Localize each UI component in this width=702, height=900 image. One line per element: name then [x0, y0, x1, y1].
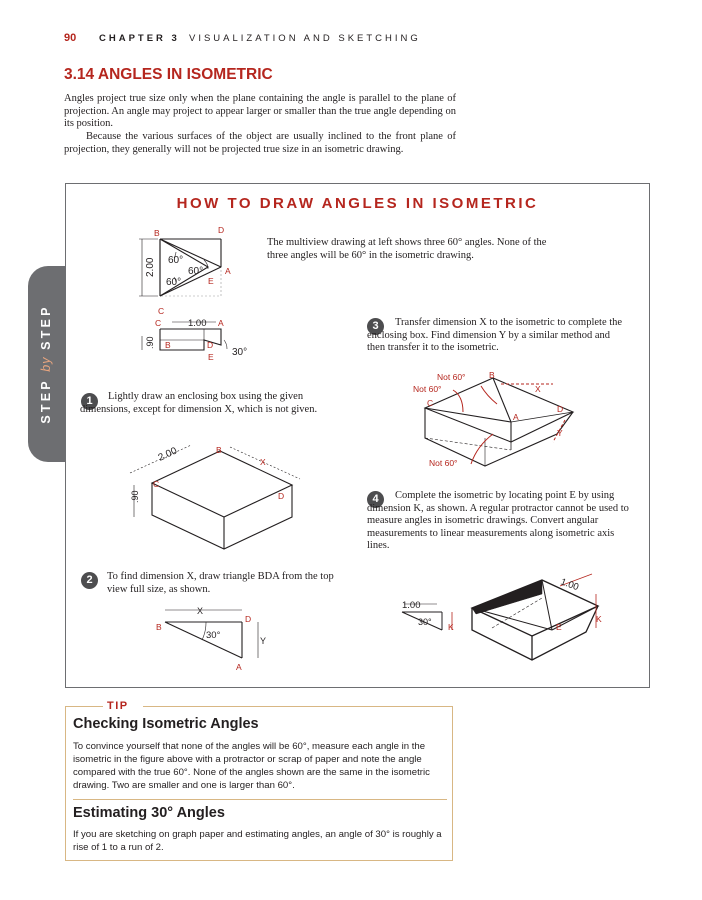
tip-text-2: If you are sketching on graph paper and estimating angles, an angle of 30° is roughly a rise of 1 to a run of 2.: [73, 829, 442, 853]
s1-dim-left: 2.00: [156, 445, 179, 464]
s1-dim-height: .90: [130, 490, 140, 503]
intro-text: The multiview drawing at left shows three 60° angles. None of the three angles will be 60° in the isometric drawing.: [267, 237, 547, 261]
s3-label-x: X: [535, 384, 541, 394]
step-4-badge: 4: [367, 491, 384, 508]
step-4-figure: [392, 568, 617, 673]
mv-dim-small: .90: [145, 336, 155, 349]
page-number: 90: [64, 32, 77, 44]
mv-label-b: B: [154, 228, 160, 238]
tip-divider: [73, 799, 447, 800]
svg-text:C: C: [155, 318, 162, 328]
tip-heading-2: Estimating 30° Angles: [73, 805, 225, 821]
s3-label-b: B: [489, 370, 495, 380]
s2-label-a: A: [236, 662, 242, 672]
step-by-step-tab-label: STEP by STEP: [39, 304, 53, 424]
paragraph-2: Because the various surfaces of the object are usually inclined to the front plane of projection, they generally will not be projected true size in an isometric drawing.: [64, 131, 456, 155]
s3-label-a: A: [513, 412, 519, 422]
s3-label-d: D: [557, 404, 564, 414]
s3-not60-b: Not 60°: [413, 384, 442, 394]
s3-not60-a: Not 60°: [437, 372, 466, 382]
tip-text-1: To convince yourself that none of the angles will be 60°, measure each angle in the isometric in the figure above with a protractor or scrap of paper and note the angle compared with the true 60°. None of the angles shown are the same in the isometric drawing. Two are smaller and one is larger than 60°.: [73, 741, 430, 791]
mv-dim-height: 2.00: [145, 257, 156, 277]
mv-angle-low: 60°: [166, 277, 182, 288]
tip-heading-1: Checking Isometric Angles: [73, 716, 259, 732]
mv-angle-mid: 60°: [188, 266, 204, 277]
s2-label-y: Y: [260, 636, 267, 646]
s4-dim-left: 1.00: [402, 600, 421, 611]
step-2-text: To find dimension X, draw triangle BDA from the top view full size, as shown.: [107, 571, 334, 595]
step-4-text: Complete the isometric by locating point E by using dimension K, as shown. A regular protractor cannot be used to measure angles in isometric drawings. Convert angular measurements to linear measurements along isometric axis lines.: [367, 490, 629, 552]
chapter-label: CHAPTER 3: [99, 33, 180, 44]
s4-label-k2: K: [596, 614, 602, 624]
svg-text:B: B: [165, 340, 171, 350]
s1-label-c: C: [153, 479, 160, 489]
s3-label-c: C: [427, 398, 434, 408]
chapter-title: VISUALIZATION AND SKETCHING: [189, 33, 421, 44]
section-title: 3.14 ANGLES IN ISOMETRIC: [64, 66, 273, 83]
s1-label-d: D: [278, 491, 285, 501]
mv-angle-top: 60°: [168, 255, 184, 266]
multiview-drawing: [120, 222, 270, 382]
step-3-figure: [405, 368, 605, 473]
s4-label-k1: K: [448, 622, 454, 632]
svg-text:D: D: [207, 340, 214, 350]
step-2-figure: [150, 600, 270, 675]
s4-angle: 30°: [418, 617, 432, 627]
step-1-text: Lightly draw an enclosing box using the given dimensions, except for dimension X, which is not given.: [80, 391, 318, 415]
svg-text:A: A: [218, 318, 224, 328]
mv-dim-width: 1.00: [188, 318, 207, 329]
paragraph-1: Angles project true size only when the plane containing the angle is parallel to the plane of projection. An angle may project to appear larger or smaller than the true angle depending on its position.: [64, 93, 456, 130]
s1-label-x: X: [260, 457, 266, 467]
svg-text:E: E: [208, 352, 214, 362]
mv-label-a: A: [225, 266, 231, 276]
step-2-badge: 2: [81, 572, 98, 589]
s1-label-b: B: [216, 445, 222, 455]
mv-angle-front: 30°: [232, 347, 248, 358]
step-3-text: Transfer dimension X to the isometric to complete the enclosing box. Find dimension Y by a similar method and then transfer it to the isometric.: [367, 317, 623, 354]
s2-label-b: B: [156, 622, 162, 632]
s4-label-e: E: [556, 622, 562, 632]
mv-label-d: D: [218, 225, 225, 235]
tip-label: TIP: [107, 700, 129, 712]
box-title: HOW TO DRAW ANGLES IN ISOMETRIC: [176, 195, 539, 212]
s4-dim-right: 1.00: [558, 576, 581, 594]
s3-not60-c: Not 60°: [429, 458, 458, 468]
step-3-badge: 3: [367, 318, 384, 335]
mv-label-e: E: [208, 276, 214, 286]
s2-label-x: X: [197, 606, 204, 616]
mv-label-c: C: [158, 306, 165, 316]
s3-label-y: Y: [557, 428, 563, 438]
step-1-badge: 1: [81, 393, 98, 410]
s2-label-d: D: [245, 614, 252, 624]
s2-angle: 30°: [206, 630, 221, 641]
step-1-figure: [120, 445, 305, 560]
